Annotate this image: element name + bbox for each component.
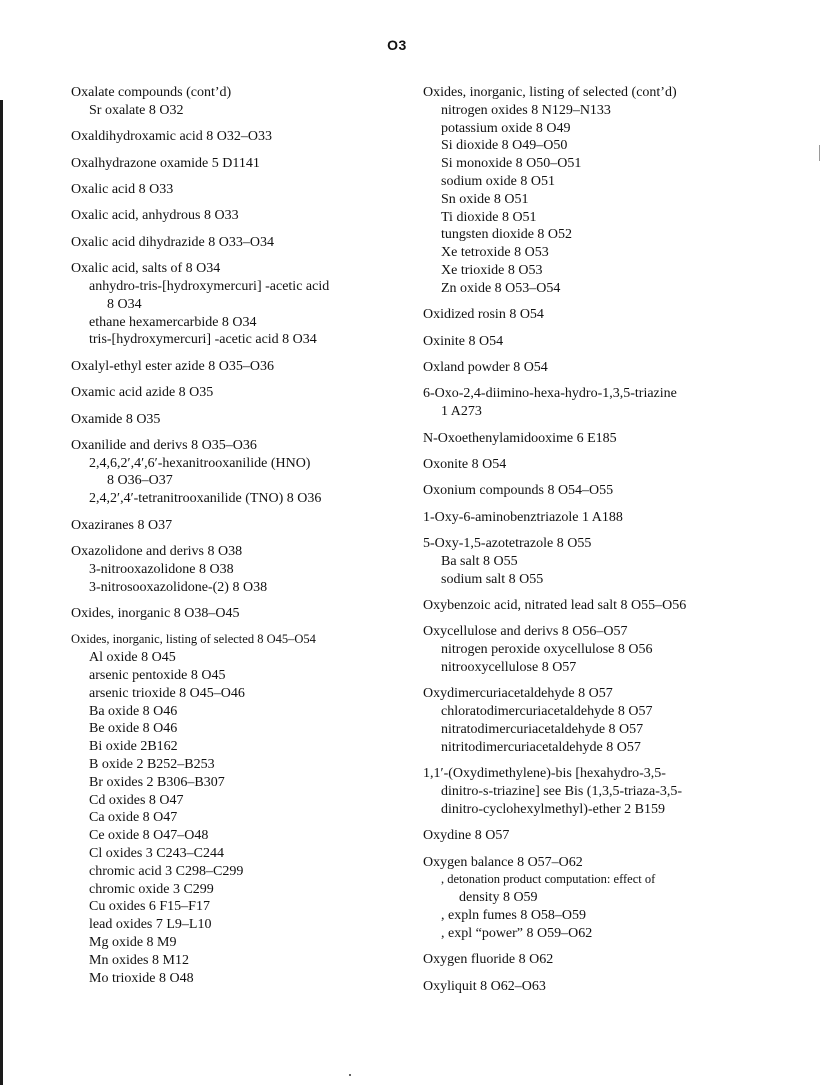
index-entry — [423, 84, 753, 298]
index-subentry: nitratodimercuriacetaldehyde 8 O57 — [441, 722, 644, 738]
index-subentry: Sn oxide 8 O51 — [441, 191, 529, 207]
index-entry — [71, 234, 401, 252]
index-subentry: Cd oxides 8 O47 — [89, 792, 184, 808]
index-entry — [71, 181, 401, 199]
index-subentry: 2,4,6,2′,4′,6′-hexanitrooxanilide (HNO) — [89, 455, 311, 471]
index-subentry: 8 O34 — [107, 296, 142, 312]
index-subentry: Be oxide 8 O46 — [89, 721, 178, 737]
index-heading: Oxydine 8 O57 — [423, 828, 510, 844]
index-heading: Oxides, inorganic, listing of selected (cont’d) — [423, 85, 677, 100]
index-subentry: Si dioxide 8 O49–O50 — [441, 138, 568, 154]
index-heading: Oxalic acid dihydrazide 8 O33–O34 — [71, 234, 274, 250]
index-heading: Oxalhydrazone oxamide 5 D1141 — [71, 155, 260, 171]
index-subentry: Bi oxide 2B162 — [89, 739, 178, 755]
index-heading: Oxybenzoic acid, nitrated lead salt 8 O55–O56 — [423, 598, 687, 614]
index-column-left — [71, 84, 401, 996]
index-heading: 1,1′-(Oxydimethylene)-bis [hexahydro-3,5- — [423, 766, 666, 782]
index-subentry: 1 A273 — [441, 404, 482, 420]
index-subentry: B oxide 2 B252–B253 — [89, 757, 215, 773]
index-subentry: sodium salt 8 O55 — [441, 571, 544, 587]
index-entry — [71, 84, 401, 120]
index-entry — [71, 155, 401, 173]
index-entry — [71, 207, 401, 225]
index-subentry: nitritodimercuriacetaldehyde 8 O57 — [441, 739, 641, 755]
index-entry — [423, 765, 753, 818]
index-subentry: 3-nitrooxazolidone 8 O38 — [89, 561, 234, 577]
index-subentry: nitrogen oxides 8 N129–N133 — [441, 102, 611, 118]
index-entry — [71, 411, 401, 429]
index-heading: Oxaziranes 8 O37 — [71, 517, 173, 533]
index-subentry: chromic oxide 3 C299 — [89, 881, 214, 897]
index-heading: Oxland powder 8 O54 — [423, 359, 548, 375]
index-subentry: Zn oxide 8 O53–O54 — [441, 280, 561, 296]
index-entry — [71, 543, 401, 596]
index-subentry: , expl “power” 8 O59–O62 — [441, 925, 593, 941]
index-subentry: 2,4,2′,4′-tetranitrooxanilide (TNO) 8 O36 — [89, 491, 322, 507]
index-subentry: , detonation product computation: effect of — [441, 872, 656, 887]
index-entry — [71, 605, 401, 623]
index-subentry: anhydro-tris-[hydroxymercuri] -acetic acid — [89, 278, 330, 294]
index-entry — [423, 509, 753, 527]
index-subentry: Cu oxides 6 F15–F17 — [89, 899, 210, 915]
index-heading: Oxalyl-ethyl ester azide 8 O35–O36 — [71, 358, 274, 374]
index-entry — [71, 384, 401, 402]
index-heading: 6-Oxo-2,4-diimino-hexa-hydro-1,3,5-triazine — [423, 386, 677, 402]
index-subentry: , expln fumes 8 O58–O59 — [441, 907, 587, 923]
scan-speck — [349, 1074, 351, 1076]
index-entry — [423, 854, 753, 943]
index-entry — [71, 260, 401, 349]
index-entry — [71, 631, 401, 987]
index-subentry: 8 O36–O37 — [107, 473, 173, 489]
page-header: O3 — [387, 37, 407, 53]
index-entry — [423, 385, 753, 421]
index-heading: Oxonite 8 O54 — [423, 456, 507, 472]
index-heading: 5-Oxy-1,5-azotetrazole 8 O55 — [423, 536, 592, 552]
index-entry — [423, 482, 753, 500]
index-subentry: Si monoxide 8 O50–O51 — [441, 156, 582, 172]
index-entry — [423, 685, 753, 756]
index-subentry: Ca oxide 8 O47 — [89, 810, 178, 826]
index-entry — [423, 430, 753, 448]
index-heading: Oxydimercuriacetaldehyde 8 O57 — [423, 686, 613, 702]
index-subentry: sodium oxide 8 O51 — [441, 173, 555, 189]
index-heading: Oxamide 8 O35 — [71, 411, 161, 427]
index-entry — [423, 333, 753, 351]
index-heading: Oxanilide and derivs 8 O35–O36 — [71, 437, 257, 453]
index-entry — [423, 359, 753, 377]
index-subentry: chromic acid 3 C298–C299 — [89, 863, 244, 879]
index-subentry: Mo trioxide 8 O48 — [89, 970, 194, 986]
index-entry — [71, 517, 401, 535]
index-heading: Oxamic acid azide 8 O35 — [71, 385, 214, 401]
index-heading: Oxides, inorganic 8 O38–O45 — [71, 606, 240, 622]
index-subentry: Al oxide 8 O45 — [89, 650, 176, 666]
index-subentry: arsenic pentoxide 8 O45 — [89, 668, 226, 684]
index-heading: Oxonium compounds 8 O54–O55 — [423, 483, 614, 499]
index-subentry: Ba salt 8 O55 — [441, 553, 518, 569]
index-entry — [423, 456, 753, 474]
index-entry — [423, 623, 753, 676]
index-heading: N-Oxoethenylamidooxime 6 E185 — [423, 430, 617, 446]
index-entry — [71, 128, 401, 146]
scan-edge-shadow — [0, 100, 3, 1085]
index-entry — [71, 437, 401, 508]
index-entry — [423, 597, 753, 615]
index-heading: Oxides, inorganic, listing of selected 8 O45–O54 — [71, 632, 316, 647]
index-subentry: dinitro-cyclohexylmethyl)-ether 2 B159 — [441, 801, 665, 817]
index-heading: Oxidized rosin 8 O54 — [423, 307, 544, 323]
index-subentry: nitrogen peroxide oxycellulose 8 O56 — [441, 642, 653, 658]
index-subentry: Ba oxide 8 O46 — [89, 703, 178, 719]
index-entry — [423, 306, 753, 324]
index-column-right — [423, 84, 753, 1004]
index-subentry: lead oxides 7 L9–L10 — [89, 917, 212, 933]
index-heading: Oxalic acid, salts of 8 O34 — [71, 261, 221, 277]
index-heading: Oxalic acid 8 O33 — [71, 181, 174, 197]
index-subentry: ethane hexamercarbide 8 O34 — [89, 314, 257, 330]
index-subentry: Xe trioxide 8 O53 — [441, 262, 543, 278]
index-heading: Oxaldihydroxamic acid 8 O32–O33 — [71, 129, 273, 145]
index-subentry: chloratodimercuriacetaldehyde 8 O57 — [441, 704, 653, 720]
index-heading: Oxinite 8 O54 — [423, 333, 504, 349]
index-heading: 1-Oxy-6-aminobenztriazole 1 A188 — [423, 509, 623, 525]
index-subentry: 3-nitrosooxazolidone-(2) 8 O38 — [89, 579, 268, 595]
index-subentry: Ti dioxide 8 O51 — [441, 209, 537, 225]
index-subentry: density 8 O59 — [459, 890, 538, 906]
index-heading: Oxyliquit 8 O62–O63 — [423, 978, 546, 994]
index-subentry: nitrooxycellulose 8 O57 — [441, 660, 577, 676]
index-heading: Oxalate compounds (cont’d) — [71, 85, 232, 100]
index-subentry: Mg oxide 8 M9 — [89, 934, 177, 950]
index-subentry: Mn oxides 8 M12 — [89, 952, 189, 968]
index-heading: Oxalic acid, anhydrous 8 O33 — [71, 208, 239, 224]
index-subentry: arsenic trioxide 8 O45–O46 — [89, 685, 245, 701]
index-subentry: Br oxides 2 B306–B307 — [89, 774, 225, 790]
index-heading: Oxygen fluoride 8 O62 — [423, 952, 554, 968]
index-subentry: tris-[hydroxymercuri] -acetic acid 8 O34 — [89, 332, 317, 348]
index-entry — [423, 535, 753, 588]
index-subentry: Ce oxide 8 O47–O48 — [89, 828, 209, 844]
index-entry — [423, 951, 753, 969]
index-subentry: Xe tetroxide 8 O53 — [441, 245, 549, 261]
index-subentry: dinitro-s-triazine] see Bis (1,3,5-triaza-3,5- — [441, 784, 683, 800]
index-entry — [423, 978, 753, 996]
index-entry — [423, 827, 753, 845]
index-subentry: Sr oxalate 8 O32 — [89, 102, 184, 118]
index-subentry: tungsten dioxide 8 O52 — [441, 227, 573, 243]
index-subentry: Cl oxides 3 C243–C244 — [89, 846, 224, 861]
index-subentry: potassium oxide 8 O49 — [441, 120, 571, 136]
index-heading: Oxygen balance 8 O57–O62 — [423, 854, 583, 870]
scan-mark — [819, 145, 820, 161]
index-heading: Oxycellulose and derivs 8 O56–O57 — [423, 624, 628, 640]
index-heading: Oxazolidone and derivs 8 O38 — [71, 544, 243, 560]
index-entry — [71, 358, 401, 376]
